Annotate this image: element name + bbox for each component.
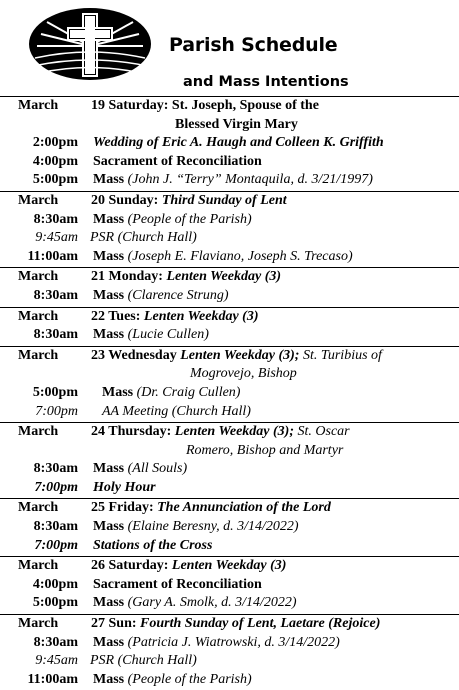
day-title: The Annunciation of the Lord <box>157 500 331 516</box>
entry-text <box>93 671 252 690</box>
entry-event: Mass <box>93 172 125 188</box>
day-header-cont <box>0 116 459 135</box>
day-title-extra: St. Turibius of <box>302 347 382 363</box>
schedule-entry <box>0 326 459 345</box>
day-title: Fourth Sunday of Lent, Laetare (Rejoice) <box>140 616 381 632</box>
entry-event: Sacrament of Reconciliation <box>93 576 262 592</box>
entry-time: 11:00am <box>27 248 78 264</box>
schedule-entry <box>0 479 459 498</box>
entry-text <box>93 634 340 653</box>
day-title-cont: Mogrovejo, Bishop <box>190 366 297 382</box>
day-heading <box>91 268 281 287</box>
day-header <box>0 97 459 116</box>
day-heading <box>91 308 259 327</box>
day-header <box>0 347 459 366</box>
day-month: March <box>18 192 59 208</box>
entry-intention: (Patricia J. Wiatrowski, d. 3/14/2022) <box>127 634 340 650</box>
day-date: 19 Saturday: <box>91 98 169 113</box>
day-header <box>0 192 459 211</box>
entry-event: PSR (Church Hall) <box>90 653 197 669</box>
day-block <box>0 614 459 690</box>
schedule-entry <box>0 576 459 595</box>
day-block <box>0 498 459 556</box>
entry-time: 5:00pm <box>32 172 78 188</box>
day-header <box>0 268 459 287</box>
day-date: 20 Sunday: <box>91 192 159 208</box>
entry-event: Mass <box>93 671 125 687</box>
day-month: March <box>18 269 59 285</box>
cross-in-oval-icon <box>27 6 153 82</box>
schedule-entry <box>0 171 459 190</box>
entry-event: PSR (Church Hall) <box>90 230 197 246</box>
entry-intention: (People of the Parish) <box>127 211 252 227</box>
schedule-entry <box>0 518 459 537</box>
entry-text <box>90 229 197 248</box>
day-title-cont: Romero, Bishop and Martyr <box>186 442 344 458</box>
entry-text <box>93 134 384 153</box>
schedule-entry <box>0 634 459 653</box>
entry-text <box>93 287 229 306</box>
day-header <box>0 499 459 518</box>
entry-text <box>93 460 187 479</box>
day-title: Lenten Weekday (3) <box>166 269 282 285</box>
day-title: Lenten Weekday (3); <box>180 347 300 363</box>
header <box>0 0 459 96</box>
entry-event: Mass <box>93 287 125 303</box>
entry-event: Mass <box>93 248 125 264</box>
entry-intention: (Elaine Beresny, d. 3/14/2022) <box>127 519 299 535</box>
day-date: 23 Wednesday <box>91 347 177 363</box>
schedule-entry <box>0 287 459 306</box>
entry-time: 4:00pm <box>32 153 78 169</box>
day-header-cont <box>0 365 459 384</box>
entry-intention: (Gary A. Smolk, d. 3/14/2022) <box>127 595 297 611</box>
day-block <box>0 556 459 614</box>
schedule-entry <box>0 594 459 613</box>
entry-time: 8:30am <box>33 327 78 343</box>
schedule-entry <box>0 537 459 556</box>
day-date: 21 Monday: <box>91 269 163 285</box>
entry-intention: (Clarence Strung) <box>127 287 229 303</box>
day-month: March <box>18 558 59 574</box>
day-block <box>0 346 459 422</box>
entry-event: Wedding of Eric A. Haugh and Colleen K. Griffith <box>93 135 384 151</box>
entry-text <box>102 403 251 422</box>
schedule-entry <box>0 248 459 267</box>
day-month: March <box>18 347 59 363</box>
day-header <box>0 308 459 327</box>
day-month: March <box>18 500 59 516</box>
schedule-list <box>0 96 459 690</box>
entry-text <box>93 211 252 230</box>
schedule-entry <box>0 384 459 403</box>
entry-text <box>93 326 209 345</box>
entry-event: Mass <box>93 327 125 343</box>
entry-text <box>102 384 240 403</box>
entry-time: 7:00pm <box>34 537 78 553</box>
entry-time: 8:30am <box>33 519 78 535</box>
day-month: March <box>18 424 59 440</box>
day-date: 26 Saturday: <box>91 558 169 574</box>
entry-intention: (Joseph E. Flaviano, Joseph S. Trecaso) <box>127 248 353 264</box>
entry-time: 11:00am <box>27 671 78 687</box>
day-block <box>0 191 459 267</box>
day-date: 25 Friday: <box>91 500 154 516</box>
entry-time: 9:45am <box>35 230 78 246</box>
day-date: 22 Tues: <box>91 308 141 324</box>
entry-time: 8:30am <box>33 211 78 227</box>
entry-event: Mass <box>93 519 125 535</box>
entry-event: Mass <box>93 595 125 611</box>
day-title-cont: Blessed Virgin Mary <box>175 116 298 132</box>
day-date: 24 Thursday: <box>91 424 172 440</box>
entry-time: 7:00pm <box>35 403 78 419</box>
entry-text <box>93 594 297 613</box>
day-month: March <box>18 98 59 113</box>
entry-time: 5:00pm <box>32 595 78 611</box>
entry-text <box>93 248 353 267</box>
day-title: Lenten Weekday (3) <box>143 308 259 324</box>
day-header <box>0 423 459 442</box>
day-header <box>0 615 459 634</box>
day-block <box>0 267 459 306</box>
entry-intention: (People of the Parish) <box>127 671 252 687</box>
page-subtitle: and Mass Intentions <box>183 74 349 90</box>
entry-time: 8:30am <box>33 461 78 477</box>
entry-intention: (John J. “Terry” Montaquila, d. 3/21/1997) <box>127 172 373 188</box>
entry-event: Mass <box>93 634 125 650</box>
day-block <box>0 307 459 346</box>
schedule-entry <box>0 460 459 479</box>
schedule-entry <box>0 671 459 690</box>
entry-intention: (Lucie Cullen) <box>127 327 209 343</box>
schedule-entry <box>0 403 459 422</box>
entry-intention: (All Souls) <box>127 461 188 477</box>
day-title: Lenten Weekday (3) <box>171 558 287 574</box>
day-title: Third Sunday of Lent <box>161 192 287 208</box>
day-month: March <box>18 616 59 632</box>
day-heading <box>91 615 380 634</box>
day-heading <box>91 557 286 576</box>
page-title: Parish Schedule <box>169 34 338 56</box>
schedule-entry <box>0 134 459 153</box>
entry-time: 2:00pm <box>32 135 78 151</box>
entry-text <box>93 171 373 190</box>
day-heading <box>91 97 319 116</box>
day-header <box>0 557 459 576</box>
entry-time: 9:45am <box>35 653 78 669</box>
entry-time: 5:00pm <box>32 384 78 400</box>
entry-intention: (Dr. Craig Cullen) <box>136 384 241 400</box>
schedule-entry <box>0 211 459 230</box>
schedule-entry <box>0 153 459 172</box>
day-date: 27 Sun: <box>91 616 137 632</box>
entry-event: Holy Hour <box>93 479 156 495</box>
schedule-entry <box>0 229 459 248</box>
day-heading <box>91 347 382 366</box>
entry-time: 7:00pm <box>34 479 78 495</box>
entry-time: 8:30am <box>33 287 78 303</box>
day-block <box>0 96 459 191</box>
entry-text <box>93 576 262 595</box>
day-header-cont <box>0 442 459 461</box>
day-title-extra: St. Oscar <box>297 424 350 440</box>
entry-text <box>93 518 299 537</box>
day-month: March <box>18 308 59 324</box>
entry-event: AA Meeting (Church Hall) <box>102 403 251 419</box>
entry-event: Stations of the Cross <box>93 537 213 553</box>
entry-text <box>93 537 212 556</box>
entry-event: Sacrament of Reconciliation <box>93 153 262 169</box>
day-title: St. Joseph, Spouse of the <box>171 98 319 113</box>
entry-time: 4:00pm <box>32 576 78 592</box>
entry-text <box>90 652 197 671</box>
day-heading <box>91 499 331 518</box>
day-title: Lenten Weekday (3); <box>174 424 295 440</box>
entry-event: Mass <box>102 384 134 400</box>
entry-event: Mass <box>93 211 125 227</box>
day-block <box>0 422 459 498</box>
day-heading <box>91 192 287 211</box>
entry-time: 8:30am <box>33 634 78 650</box>
entry-text <box>93 153 262 172</box>
entry-text <box>93 479 156 498</box>
day-heading <box>91 423 350 442</box>
entry-event: Mass <box>93 461 125 477</box>
schedule-entry <box>0 652 459 671</box>
